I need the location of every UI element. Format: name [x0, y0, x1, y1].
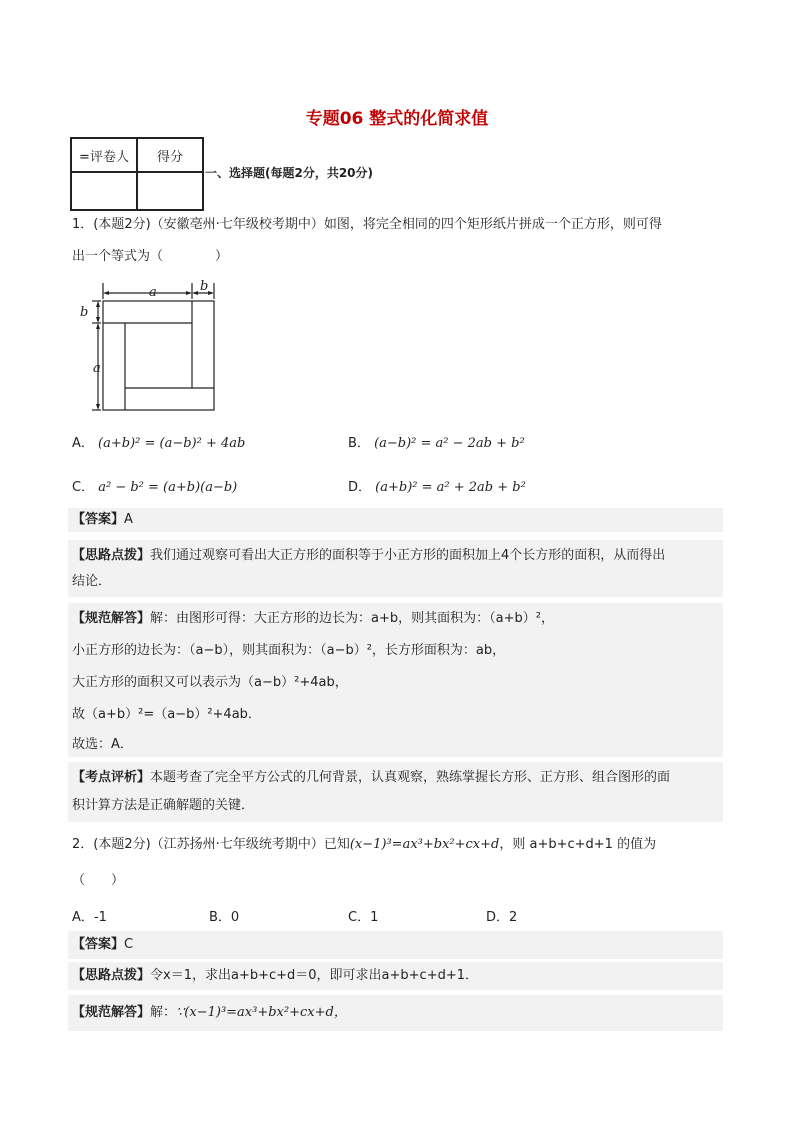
q1-square-figure: [74, 276, 224, 416]
q1-choice: [68, 733, 723, 757]
section-heading: 一、选择题(每题2分，共20分): [205, 166, 374, 180]
analysis-label: 【考点评析】: [72, 770, 151, 785]
solution-line3: 大正方形的面积又可以表示为（a−b）²+4ab，: [72, 675, 348, 690]
q1-answer: [68, 508, 723, 532]
solution-line5: 故选：A．: [72, 737, 133, 752]
hint-label: 【思路点拨】: [72, 548, 151, 563]
q2-option-a: A．-1: [72, 910, 107, 925]
q1-option-d-formula: (a+b)² = a² + 2ab + b²: [375, 480, 526, 495]
q1-option-b-formula: (a−b)² = a² − 2ab + b²: [374, 436, 525, 451]
q1-option-b-label: B．: [348, 436, 370, 451]
solution-line1: 解：由图形可得：大正方形的边长为：a+b，则其面积为：（a+b）²，: [150, 611, 554, 626]
q2-stem-line1: [72, 830, 656, 860]
q1-solution: [68, 603, 723, 733]
q1-option-a-label: A．: [72, 436, 94, 451]
q2-stem-line2: （ ）: [72, 873, 125, 888]
answer-label: 【答案】: [72, 937, 125, 952]
q2-stem-suffix: ，则 a+b+c+d+1 的值为: [499, 837, 657, 852]
q1-stem-line1: 1．(本题2分)（安徽亳州·七年级校考期中）如图，将完全相同的四个矩形纸片拼成一个正方形，则可得: [72, 217, 662, 232]
hint-line2: 结论．: [72, 574, 112, 589]
analysis-line1: 本题考查了完全平方公式的几何背景，认真观察，熟练掌握长方形、正方形、组合图形的面: [150, 770, 671, 785]
solution-formula: ∵(x−1)³=ax³+bx²+cx+d，: [176, 1005, 347, 1020]
q1-analysis: [68, 762, 723, 822]
label-b-left: b: [80, 305, 89, 320]
q1-option-d-label: D．: [348, 480, 372, 495]
page-title: 专题06 整式的化简求值: [305, 109, 489, 129]
label-a-top: a: [149, 285, 157, 300]
q1-option-c-formula: a² − b² = (a+b)(a−b): [98, 480, 238, 495]
analysis-line2: 积计算方法是正确解题的关键．: [72, 798, 255, 813]
q2-hint: [68, 962, 723, 990]
q1-stem-line2: 出一个等式为（ ）: [72, 249, 229, 264]
label-a-left: a: [93, 361, 101, 376]
answer-label: 【答案】: [72, 512, 125, 527]
q2-answer: [68, 931, 723, 959]
q1-option-c: [72, 476, 237, 495]
q1-option-a: [72, 432, 245, 451]
q1-option-c-label: C．: [72, 480, 95, 495]
q1-option-b: [348, 432, 525, 451]
outer-square: [103, 301, 214, 410]
solution-line2: 小正方形的边长为：（a−b），则其面积为：（a−b）²，长方形面积为：ab，: [72, 643, 506, 658]
q2-option-d: D．2: [486, 910, 518, 925]
label-b-top: b: [200, 279, 209, 294]
hint-line1: 我们通过观察可看出大正方形的面积等于小正方形的面积加上4个长方形的面积，从而得出: [150, 548, 666, 563]
score-table-score-cell: [137, 172, 203, 210]
hint-label: 【思路点拨】: [72, 968, 151, 983]
q1-hint: [68, 540, 723, 597]
q2-stem-prefix: 2．(本题2分)（江苏扬州·七年级统考期中）已知: [72, 837, 350, 852]
q2-option-b: B．0: [209, 910, 240, 925]
score-table-score-header: 得分: [137, 138, 203, 172]
q2-option-c: C．1: [348, 910, 379, 925]
q1-option-d: [348, 476, 526, 495]
answer-text: C: [124, 937, 134, 952]
solution-prefix: 解：: [150, 1005, 177, 1020]
q1-option-a-formula: (a+b)² = (a−b)² + 4ab: [98, 436, 246, 451]
solution-label: 【规范解答】: [72, 611, 151, 626]
hint-text: 令x＝1，求出a+b+c+d＝0，即可求出a+b+c+d+1．: [150, 968, 479, 983]
score-table-grader-header: =评卷人: [71, 138, 137, 172]
answer-text: A: [124, 512, 133, 527]
q2-solution: [68, 995, 723, 1031]
score-table: [70, 137, 204, 211]
solution-line4: 故（a+b）²=（a−b）²+4ab．: [72, 707, 261, 722]
q2-stem-formula: (x−1)³=ax³+bx²+cx+d: [349, 837, 500, 852]
score-table-grader-cell: [71, 172, 137, 210]
solution-label: 【规范解答】: [72, 1005, 151, 1020]
